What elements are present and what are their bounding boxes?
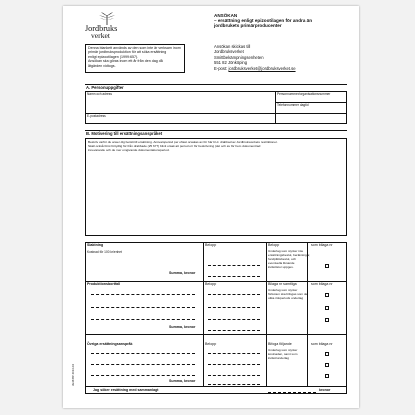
slaktning-title: Slaktning — [87, 243, 104, 247]
slaktning-desc: Underlag som styrker inte — [268, 249, 304, 253]
slaktning-amount-field[interactable] — [208, 265, 260, 266]
produktion-desc: förlusten ska bifogas som de — [268, 291, 308, 296]
slaktning-desc: ersättningsbeslut, beräkningar, — [268, 252, 311, 257]
ovriga-row[interactable] — [91, 353, 195, 354]
slaktning-amount-col: Belopp — [205, 243, 217, 247]
ovriga-desc: kostnaden, samt som — [268, 351, 298, 356]
slaktning-sum-field[interactable] — [208, 276, 260, 277]
produktion-row-amount[interactable] — [208, 319, 260, 320]
ovriga-desc: Underlag som styrker — [268, 348, 298, 352]
ovriga-sum-label: Summa, kronor — [169, 379, 196, 383]
info-line: enligt epizootilagen (1999:657). — [88, 54, 139, 59]
section-a-title: A. Personuppgifter — [86, 85, 124, 90]
ovriga-attach-box[interactable] — [325, 374, 329, 378]
ovriga-attach-box[interactable] — [325, 352, 329, 356]
total-currency: kronor — [319, 388, 331, 392]
info-line: åtgärden vidtogs. — [88, 63, 116, 68]
slaktning-desc: eventuella liknande — [268, 260, 295, 265]
form-subtitle-2: jordbrukets primärproducenter — [214, 23, 282, 28]
ovriga-row[interactable] — [91, 364, 195, 365]
total-field[interactable] — [268, 392, 316, 393]
motivation-desc: Skall också först förtydlig för från drabbade (25 677) blivit orsak att period orr för beskrivning (del och av för hem dokumentrad — [88, 144, 261, 148]
form-subtitle-1: – ersättning enligt epizootilagen för andra än — [214, 18, 313, 23]
email-link[interactable]: jordbruksverket@jordbruksverket.se — [228, 65, 296, 71]
motivation-desc: innevarande och de mer omgivande dokumentationsperiod. — [88, 148, 170, 152]
form-title: ANSÖKAN — [214, 13, 238, 18]
produktion-row[interactable] — [91, 307, 195, 308]
slaktning-attach-box[interactable] — [325, 264, 329, 268]
slaktning-amount-col2: Belopp — [268, 243, 280, 247]
ovriga-attach-box[interactable] — [325, 363, 329, 367]
ovriga-row-amount[interactable] — [208, 353, 260, 354]
email-field[interactable] — [86, 118, 346, 123]
info-line: primär jordbruksproduktion för att söka ersättning — [88, 50, 167, 55]
ovriga-sum-field[interactable] — [208, 384, 260, 385]
address-block — [214, 44, 296, 71]
slaktning-desc: kvittolistor uppges. — [268, 264, 294, 269]
motivation-box[interactable] — [85, 138, 347, 236]
produktion-title: Produktionsbortfall — [87, 282, 121, 286]
ovriga-attach-col: som bilaga nr — [311, 342, 333, 346]
info-box — [85, 44, 185, 73]
produktion-sum-field[interactable] — [208, 330, 260, 331]
ovriga-amount-col: Belopp — [205, 342, 217, 346]
address-line: Smittbekämpningsenheten — [214, 54, 264, 60]
produktion-attach-col: som bilaga nr — [311, 282, 333, 286]
total-label: Jag söker ersättning med sammanlagt — [93, 388, 159, 392]
produktion-attach-box[interactable] — [325, 318, 329, 322]
address-line: 551 82 Jönköping — [214, 60, 248, 66]
ovriga-row-amount[interactable] — [208, 364, 260, 365]
produktion-desc: olika riskperiods underlag — [268, 295, 304, 300]
produktion-sum-label: Summa, kronor — [169, 325, 196, 329]
slaktning-attach-col: som bilaga nr — [311, 243, 333, 247]
produktion-amount-col: Belopp — [205, 282, 217, 286]
info-line: Ansökan ska göras inom ett år från den dag då — [88, 59, 163, 64]
produktion-desc: Underlag som styrker — [268, 288, 298, 292]
phone-field[interactable] — [276, 107, 346, 112]
personnr-field[interactable] — [276, 96, 346, 101]
motivation-desc: Beskriv varför du anser dig berätt till ersättning. Ansvarsperiod per oftast orsakas av för här bl.d. drabbad av Jordbruksverkets restriktioner. — [88, 140, 278, 144]
address-line: Jordbruksverket — [214, 49, 244, 55]
logo-text-2: verket — [91, 31, 110, 40]
slaktning-sub: Kostnad för 100 kr/enhet — [87, 250, 122, 254]
application-form — [63, 6, 359, 408]
logo-text-1: Jordbruks — [85, 24, 118, 33]
personnr-label: Personnummer/organisationsnummer — [277, 92, 331, 96]
ovriga-row[interactable] — [91, 375, 195, 376]
produktion-attach-box[interactable] — [325, 306, 329, 310]
address-line: Ansökan skickas till — [214, 44, 251, 49]
phone-label: Telefonnummer dagtid — [277, 103, 309, 107]
name-address-field[interactable] — [86, 96, 274, 112]
name-address-label: Namn och adress — [87, 92, 112, 96]
ovriga-title: Övriga ersättningsanspråk — [87, 342, 133, 346]
produktion-bilaga-col: Bilaga nr samtliga — [268, 282, 297, 286]
ovriga-bilaga-col: Bifoga följande — [268, 342, 292, 346]
side-code: JE48 BP 2013-04 — [71, 364, 75, 386]
email-label: E-post: — [214, 65, 228, 71]
produktion-attach-box[interactable] — [325, 293, 329, 297]
produktion-row-amount[interactable] — [208, 294, 260, 295]
email-field-label: E-postadress — [87, 114, 106, 118]
produktion-row-amount[interactable] — [208, 307, 260, 308]
produktion-row[interactable] — [91, 294, 195, 295]
ovriga-desc: kvittot/underlag — [268, 355, 289, 360]
slaktning-desc: fondpliktsbeslut, och — [268, 256, 297, 261]
info-line: Denna blankett används av den som inte är verksam inom — [88, 46, 181, 50]
logo — [85, 12, 121, 44]
section-b-title: B. Motivering till ersättningsanspråket — [86, 131, 163, 136]
produktion-row[interactable] — [91, 319, 195, 320]
ovriga-row-amount[interactable] — [208, 375, 260, 376]
slaktning-sum-label: Summa, kronor — [169, 271, 196, 275]
